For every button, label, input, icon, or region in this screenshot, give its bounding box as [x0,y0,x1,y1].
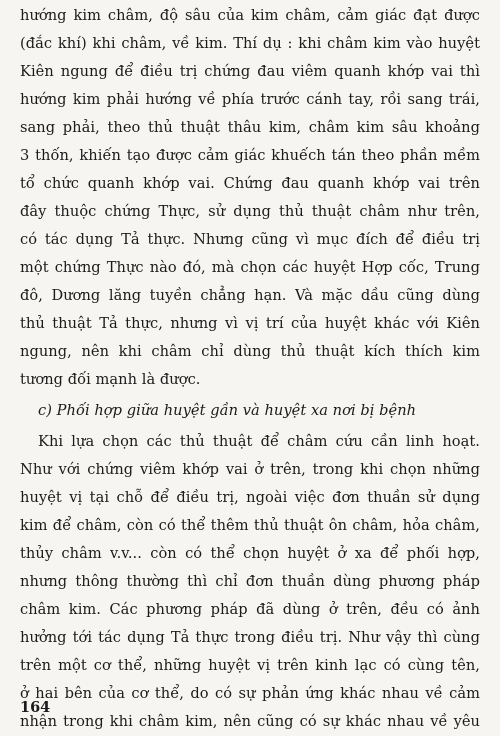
body-text-line: ngung, nên khi châm chỉ dùng thủ thuật kích thích kim [20,343,480,360]
body-text-line: kim để châm, còn có thể thêm thủ thuật ôn châm, hỏa châm, [20,517,480,534]
body-text-line: châm kim. Các phương pháp đã dùng ở trên, đều có ảnh [20,601,480,618]
body-text-line: nhận trong khi châm kim, nên cũng có sự khác nhau về yêu [20,713,480,730]
body-text-line: thủ thuật Tả thực, nhưng vì vị trí của huyệt khác với Kiên [20,315,480,332]
body-text-line: Khi lựa chọn các thủ thuật để châm cứu cần linh hoạt. [38,433,480,450]
body-text-line: hướng kim châm, độ sâu của kim châm, cảm giác đạt được [20,7,480,24]
body-text-line: đây thuộc chứng Thực, sử dụng thủ thuật châm như trên, [20,203,480,220]
body-text-line: một chứng Thực nào đó, mà chọn các huyệt Hợp cốc, Trung [20,259,480,276]
body-text-line: tổ chức quanh khớp vai. Chứng đau quanh khớp vai trên [20,175,480,192]
body-text-line: hưởng tới tác dụng Tả thực trong điều trị. Như vậy thì cùng [20,629,480,646]
body-text-line: 3 thốn, khiến tạo được cảm giác khuếch tán theo phần mềm [20,147,480,164]
body-text-line: (đắc khí) khi châm, về kim. Thí dụ : khi châm kim vào huyệt [20,35,480,52]
body-text-line: đô, Dương lăng tuyền chẳng hạn. Và mặc dầu cũng dùng [20,287,480,304]
body-text-line: hướng kim phải hướng về phía trước cánh tay, rồi sang trái, [20,91,480,108]
body-text-line: nhưng thông thường thì chỉ đơn thuần dùng phương pháp [20,573,480,590]
body-text-line: ở hai bên của cơ thể, do có sự phản ứng khác nhau về cảm [20,685,480,702]
page-number: 164 [20,699,51,716]
body-text-line: trên một cơ thể, những huyệt vị trên kinh lạc có cùng tên, [20,657,480,674]
body-text-line: huyệt vị tại chỗ để điều trị, ngoài việc đơn thuần sử dụng [20,489,480,506]
body-text-line: Kiên ngung để điều trị chứng đau viêm quanh khớp vai thì [20,63,480,80]
body-text-line: Như với chứng viêm khớp vai ở trên, trong khi chọn những [20,461,480,478]
body-text-line: thủy châm v.v... còn có thể chọn huyệt ở xa để phối hợp, [20,545,480,562]
section-heading: c) Phối hợp giữa huyệt gần và huyệt xa nơi bị bệnh [38,402,417,419]
body-text-line: sang phải, theo thủ thuật thâu kim, châm kim sâu khoảng [20,119,480,136]
body-text-line: có tác dụng Tả thực. Nhưng cũng vì mục đích để điều trị [20,231,480,248]
body-text-line: tương đối mạnh là được. [20,371,201,388]
